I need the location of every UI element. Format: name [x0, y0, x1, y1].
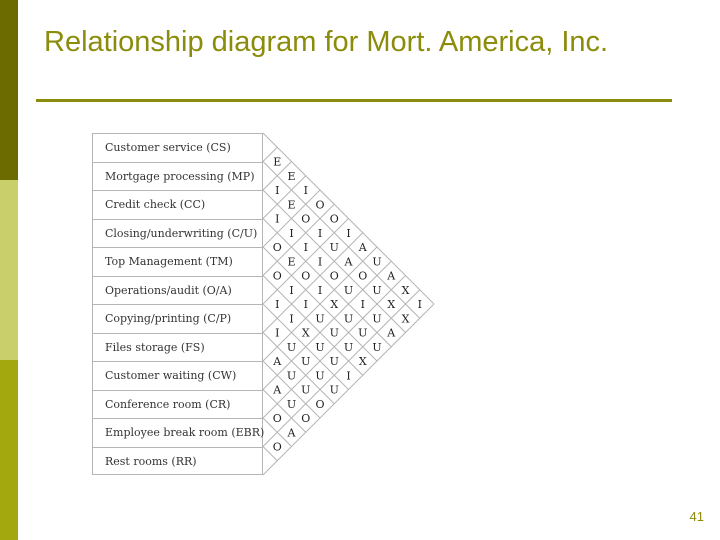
relationship-code: O [301, 269, 311, 283]
relationship-code: X [401, 312, 410, 326]
department-label: Credit check (CC) [105, 198, 206, 211]
relationship-code: O [272, 440, 282, 454]
relationship-code: U [301, 355, 311, 368]
grid-line [263, 261, 391, 389]
relationship-code: I [346, 226, 351, 240]
grid-line [263, 204, 334, 275]
relationship-code: U [286, 397, 297, 411]
relationship-code: X [401, 283, 410, 297]
relationship-code: O [272, 269, 282, 283]
department-label: Copying/printing (C/P) [105, 312, 232, 325]
relationship-code: O [272, 241, 282, 254]
relationship-code: I [289, 226, 294, 240]
relationship-code: U [329, 355, 339, 368]
department-label: Conference room (CR) [105, 397, 231, 411]
relationship-code: U [329, 326, 339, 340]
relationship-code: U [286, 369, 297, 383]
relationship-code: I [303, 184, 308, 197]
relationship-code: I [317, 226, 323, 240]
relationship-code: U [315, 340, 325, 354]
department-label: Customer service (CS) [105, 141, 231, 154]
relationship-code: O [301, 412, 311, 425]
relationship-code: U [343, 283, 354, 297]
relationship-code: I [317, 283, 323, 297]
relationship-code: I [303, 298, 308, 311]
relationship-code: U [315, 312, 325, 326]
relationship-code: E [287, 198, 296, 212]
relationship-code: U [301, 383, 311, 397]
relationship-code: I [360, 298, 365, 311]
relationship-code: O [315, 397, 325, 411]
department-label: Operations/audit (O/A) [105, 283, 232, 297]
relationship-code: I [303, 241, 308, 254]
relationship-code: U [372, 312, 382, 326]
relationship-code: O [358, 269, 368, 283]
relationship-code: A [387, 326, 396, 340]
relationship-code: O [315, 198, 325, 212]
relationship-code: A [273, 355, 282, 368]
department-label: Top Management (TM) [105, 255, 233, 268]
department-label: Files storage (FS) [105, 340, 205, 354]
relationship-code: U [286, 340, 297, 354]
relationship-code: I [346, 369, 351, 383]
relationship-code: O [329, 269, 339, 283]
relationship-code: I [275, 326, 280, 340]
relationship-code: E [287, 169, 296, 183]
relationship-code: A [287, 426, 296, 440]
department-label: Closing/underwriting (C/U) [105, 226, 258, 240]
relationship-code: O [272, 412, 282, 425]
relationship-code: U [329, 241, 339, 254]
relationship-code: U [372, 340, 382, 354]
relationship-code: U [372, 283, 382, 297]
grid-line [263, 162, 420, 319]
relationship-code: E [287, 255, 296, 269]
department-label: Mortgage processing (MP) [105, 169, 255, 183]
grid-line [263, 390, 306, 433]
relationship-code: I [289, 283, 294, 297]
relationship-code: U [343, 340, 354, 354]
grid-line [263, 290, 420, 447]
relationship-code: I [275, 298, 280, 311]
department-label: Customer waiting (CW) [105, 369, 237, 382]
relationship-code: A [387, 269, 396, 283]
relationship-code: U [329, 383, 339, 397]
relationship-code: A [273, 383, 282, 397]
relationship-code: X [330, 298, 339, 311]
slide-title: Relationship diagram for Mort. America, Inc. [44, 26, 609, 58]
relationship-code: I [417, 298, 422, 311]
relationship-code: U [372, 255, 382, 269]
relationship-code: I [275, 184, 280, 197]
page-number: 41 [689, 509, 704, 524]
relationship-code: A [344, 255, 353, 269]
grid-line [263, 176, 306, 219]
relationship-code: I [317, 255, 323, 269]
relationship-code: U [343, 312, 354, 326]
relationship-code: X [387, 298, 396, 311]
relationship-code: U [358, 326, 368, 340]
grid-line [263, 219, 391, 347]
relationship-code: E [273, 155, 282, 169]
department-label: Employee break room (EBR) [105, 426, 265, 439]
relationship-code: O [301, 212, 311, 226]
relationship-code: A [358, 241, 367, 254]
relationship-code: I [289, 312, 294, 326]
relationship-code: I [275, 212, 280, 226]
relationship-code: X [358, 355, 367, 368]
relationship-code: X [301, 326, 310, 340]
department-label: Rest rooms (RR) [105, 454, 197, 468]
relationship-code: U [315, 369, 325, 383]
relationship-code: O [329, 212, 339, 226]
